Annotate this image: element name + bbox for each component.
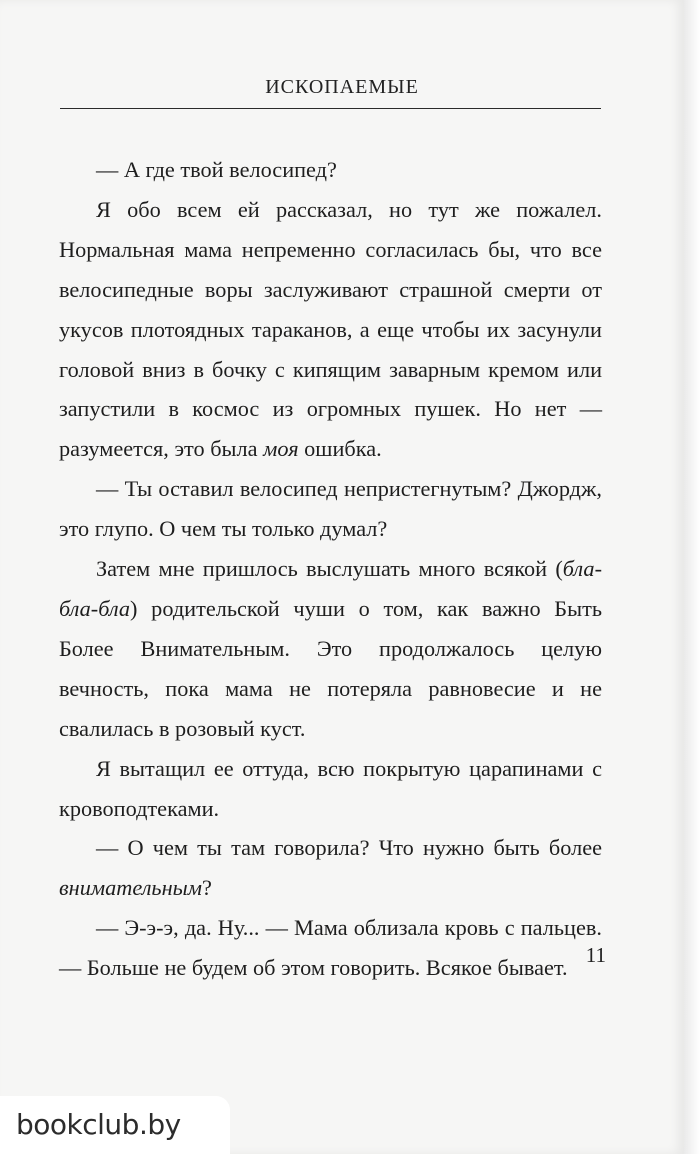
paragraph xyxy=(59,549,602,749)
paragraph xyxy=(59,190,602,469)
page-number: 11 xyxy=(585,943,606,967)
italic-text: внимательным xyxy=(59,875,202,901)
paragraph xyxy=(59,749,602,829)
text-segment: ) родительской чуши о том, как важно Быть Более Внимательным. Это продолжалось целую вечность, пока мама не потеряла равновесие и не свалилась в розовый куст. xyxy=(59,595,602,741)
watermark-text: bookclub.by xyxy=(16,1108,181,1141)
italic-text: моя xyxy=(263,436,299,462)
text-segment: ошибка. xyxy=(298,436,382,462)
text-segment: ? xyxy=(201,875,212,901)
paragraph xyxy=(59,150,602,190)
body-text xyxy=(59,150,602,988)
running-head: ИСКОПАЕМЫЕ xyxy=(265,76,419,98)
paragraph xyxy=(59,828,602,908)
paragraph xyxy=(59,908,602,988)
paragraph xyxy=(59,469,602,549)
text-segment: Я вытащил ее оттуда, всю покрытую царапинами с кровоподтеками. xyxy=(59,755,602,821)
watermark-badge xyxy=(0,1096,230,1154)
page-edge xyxy=(684,0,700,1154)
italic-text: бла-бла-бла xyxy=(59,556,602,621)
text-segment: — А где твой велосипед? xyxy=(96,157,337,182)
text-segment: Затем мне пришлось выслушать много всякой ( xyxy=(96,556,563,582)
text-segment: — Э-э-э, да. Ну... — Мама облизала кровь с пальцев. — Больше не будем об этом говорить. Всякое бывает. xyxy=(59,915,602,981)
text-segment: — Ты оставил велосипед непристегнутым? Джордж, это глупо. О чем ты только думал? xyxy=(59,476,602,542)
text-segment: Я обо всем ей рассказал, но тут же пожалел. Нормальная мама непременно согласилась бы, что все велосипедные воры заслуживают страшной смерти от укусов плотоядных тараканов, а еще чтобы их засунули головой вниз в бочку с кипящим заварным кремом или запустили в космос из огромных пушек. Но нет — разумеется, это была xyxy=(59,196,602,462)
text-segment: — О чем ты там говорила? Что нужно быть более xyxy=(96,835,602,861)
header-rule xyxy=(60,108,601,109)
